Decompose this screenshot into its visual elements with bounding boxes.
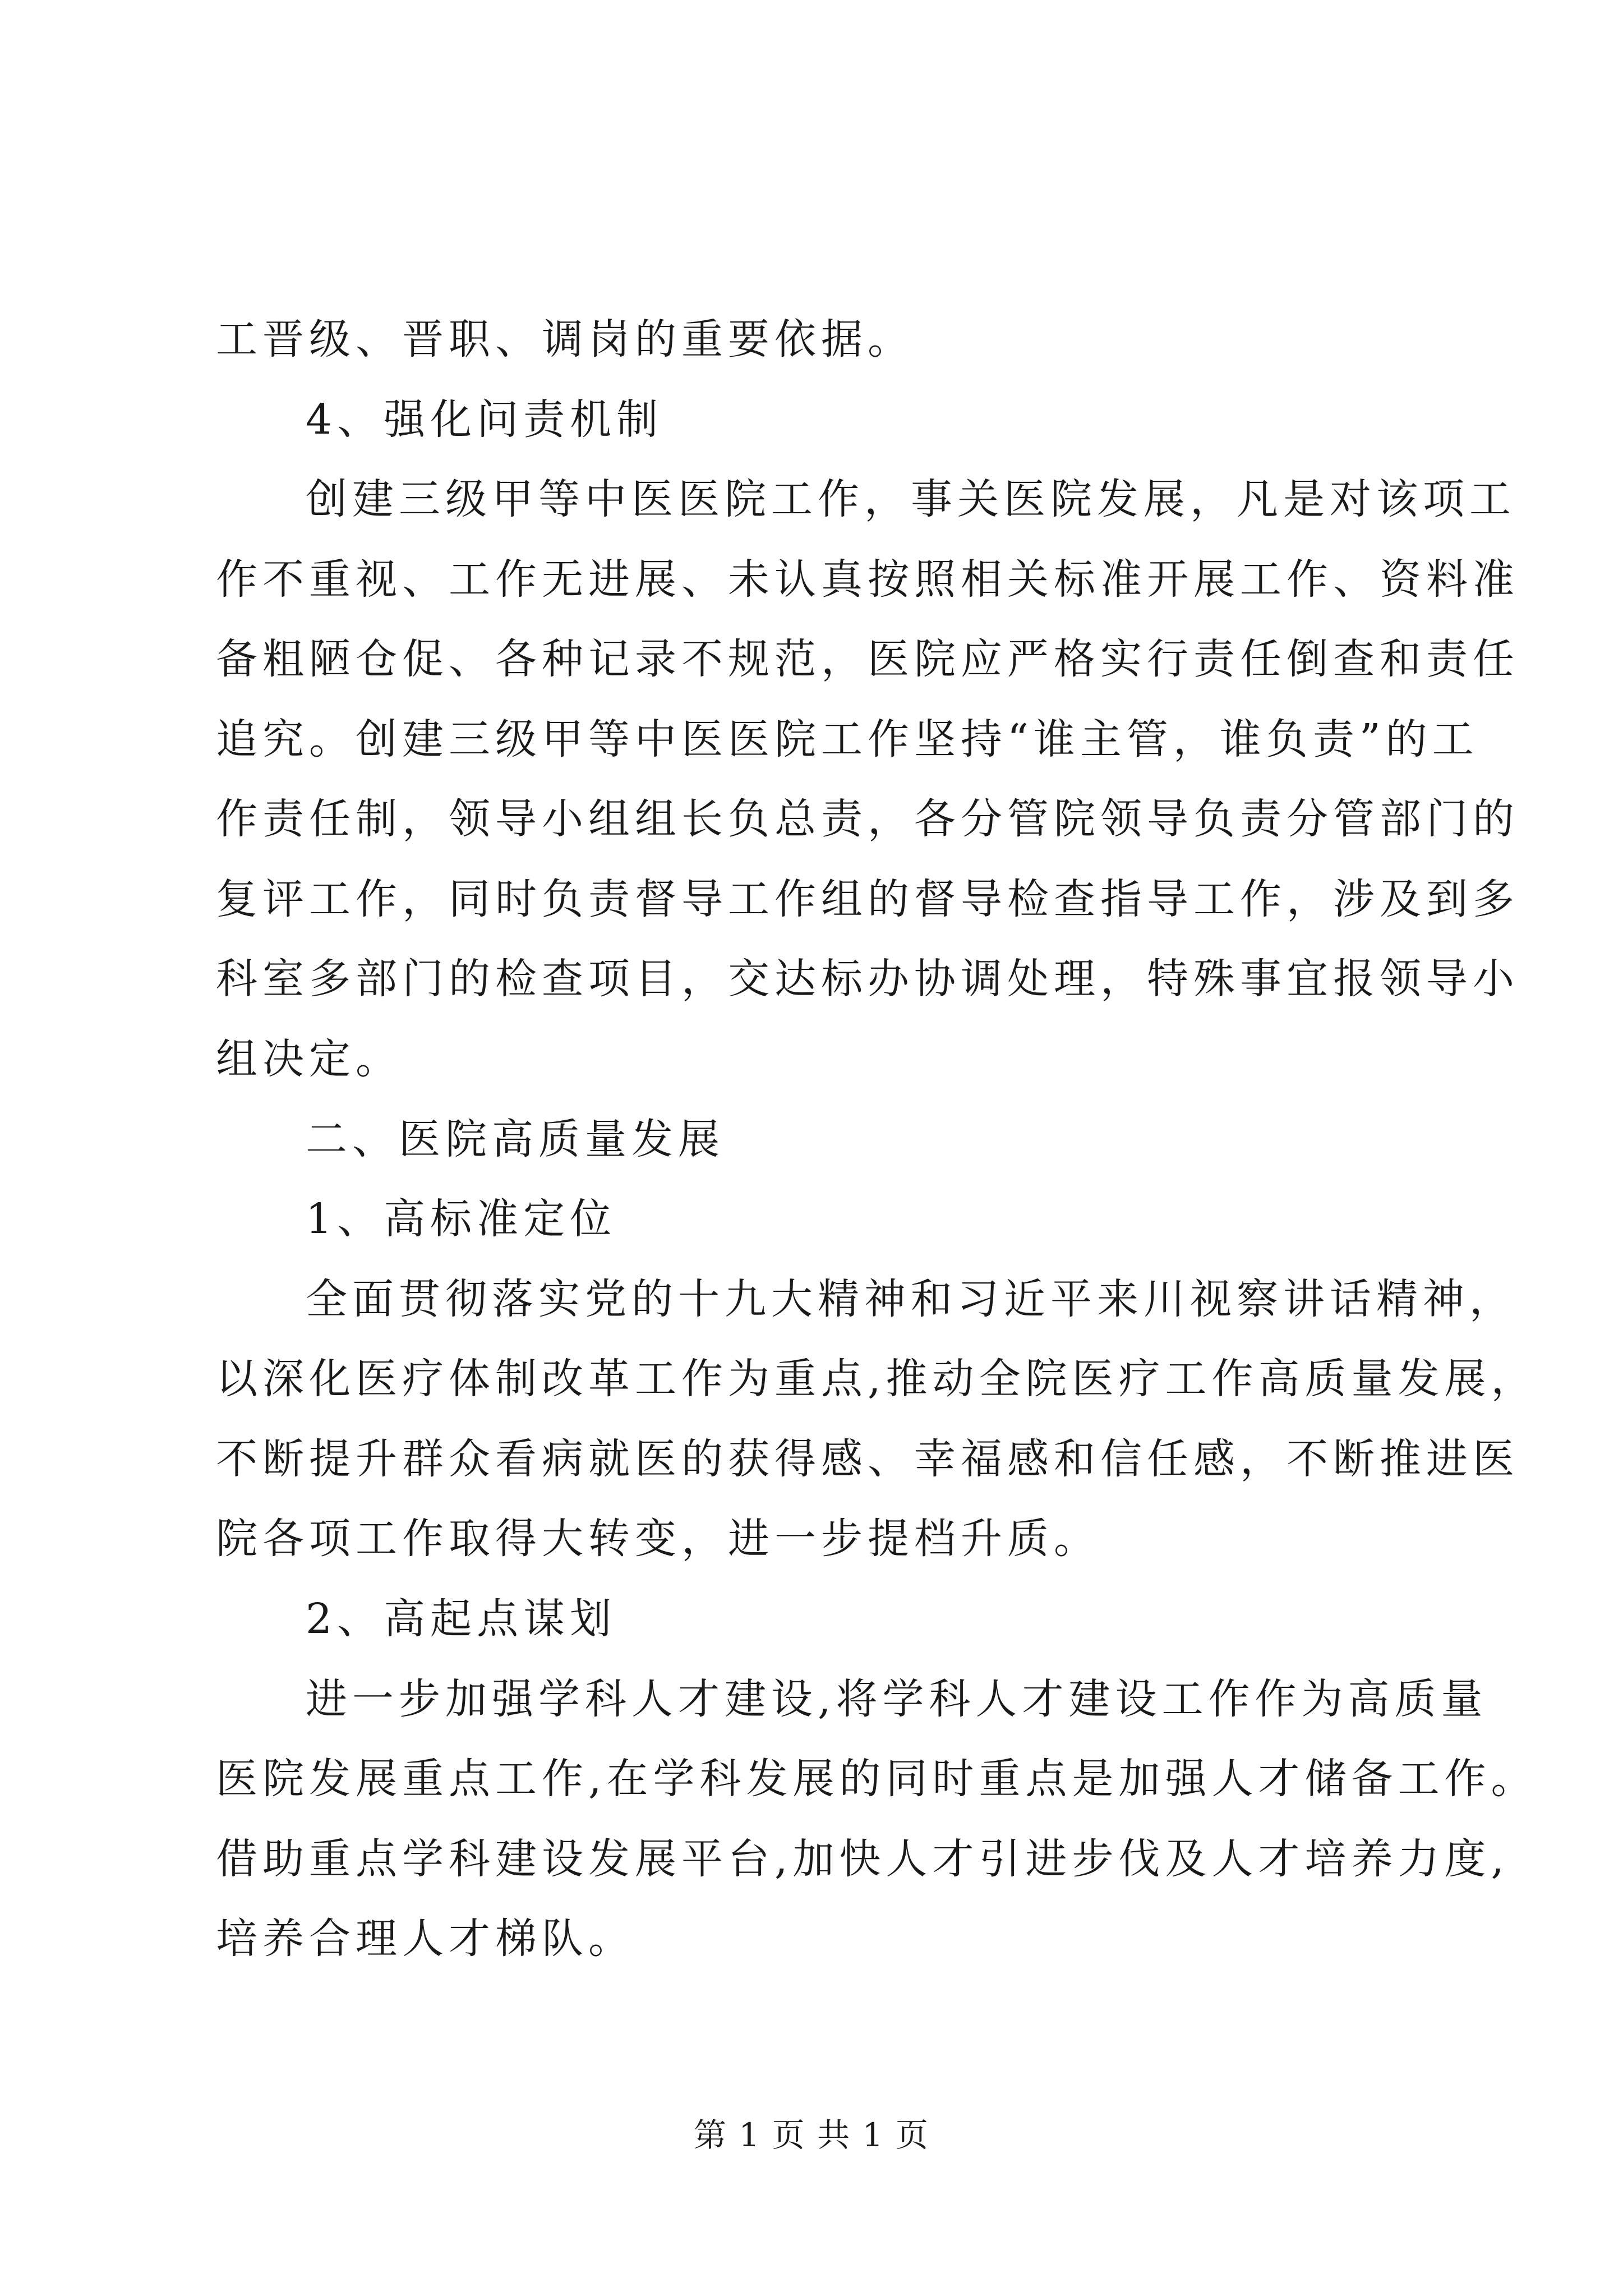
text-line: 作责任制，领导小组组长负总责，各分管院领导负责分管部门的	[216, 795, 1519, 843]
text-line: 医院发展重点工作,在学科发展的同时重点是加强人才储备工作。	[216, 1755, 1538, 1803]
text-line: 复评工作，同时负责督导工作组的督导检查指导工作，涉及到多	[216, 875, 1519, 923]
text-line: 以深化医疗体制改革工作为重点,推动全院医疗工作高质量发展，	[216, 1355, 1538, 1403]
text-line: 借助重点学科建设发展平台,加快人才引进步伐及人才培养力度,	[216, 1835, 1510, 1883]
subsection-heading: 1、高标准定位	[306, 1195, 617, 1243]
text-line: 追究。创建三级甲等中医医院工作坚持“谁主管，谁负责”的工	[216, 715, 1479, 763]
text-line: 全面贯彻落实党的十九大精神和习近平来川视察讲话精神，	[306, 1275, 1516, 1323]
text-line: 培养合理人才梯队。	[216, 1915, 635, 1963]
text-line: 进一步加强学科人才建设,将学科人才建设工作作为高质量	[306, 1675, 1488, 1723]
text-line: 工晋级、晋职、调岗的重要依据。	[216, 315, 914, 364]
text-line: 院各项工作取得大转变，进一步提档升质。	[216, 1515, 1100, 1563]
text-line: 备粗陋仓促、各种记录不规范，医院应严格实行责任倒查和责任	[216, 635, 1519, 683]
text-line: 创建三级甲等中医医院工作，事关医院发展，凡是对该项工	[306, 475, 1516, 523]
section-heading: 4、强化问责机制	[306, 395, 663, 444]
subsection-heading: 2、高起点谋划	[306, 1595, 617, 1643]
text-line: 不断提升群众看病就医的获得感、幸福感和信任感，不断推进医	[216, 1435, 1519, 1483]
text-line: 组决定。	[216, 1035, 402, 1083]
section-heading: 二、医院高质量发展	[306, 1115, 725, 1163]
page-footer: 第 1 页 共 1 页	[694, 2116, 929, 2154]
text-line: 科室多部门的检查项目，交达标办协调处理，特殊事宜报领导小	[216, 955, 1519, 1003]
text-line: 作不重视、工作无进展、未认真按照相关标准开展工作、资料准	[216, 555, 1519, 604]
